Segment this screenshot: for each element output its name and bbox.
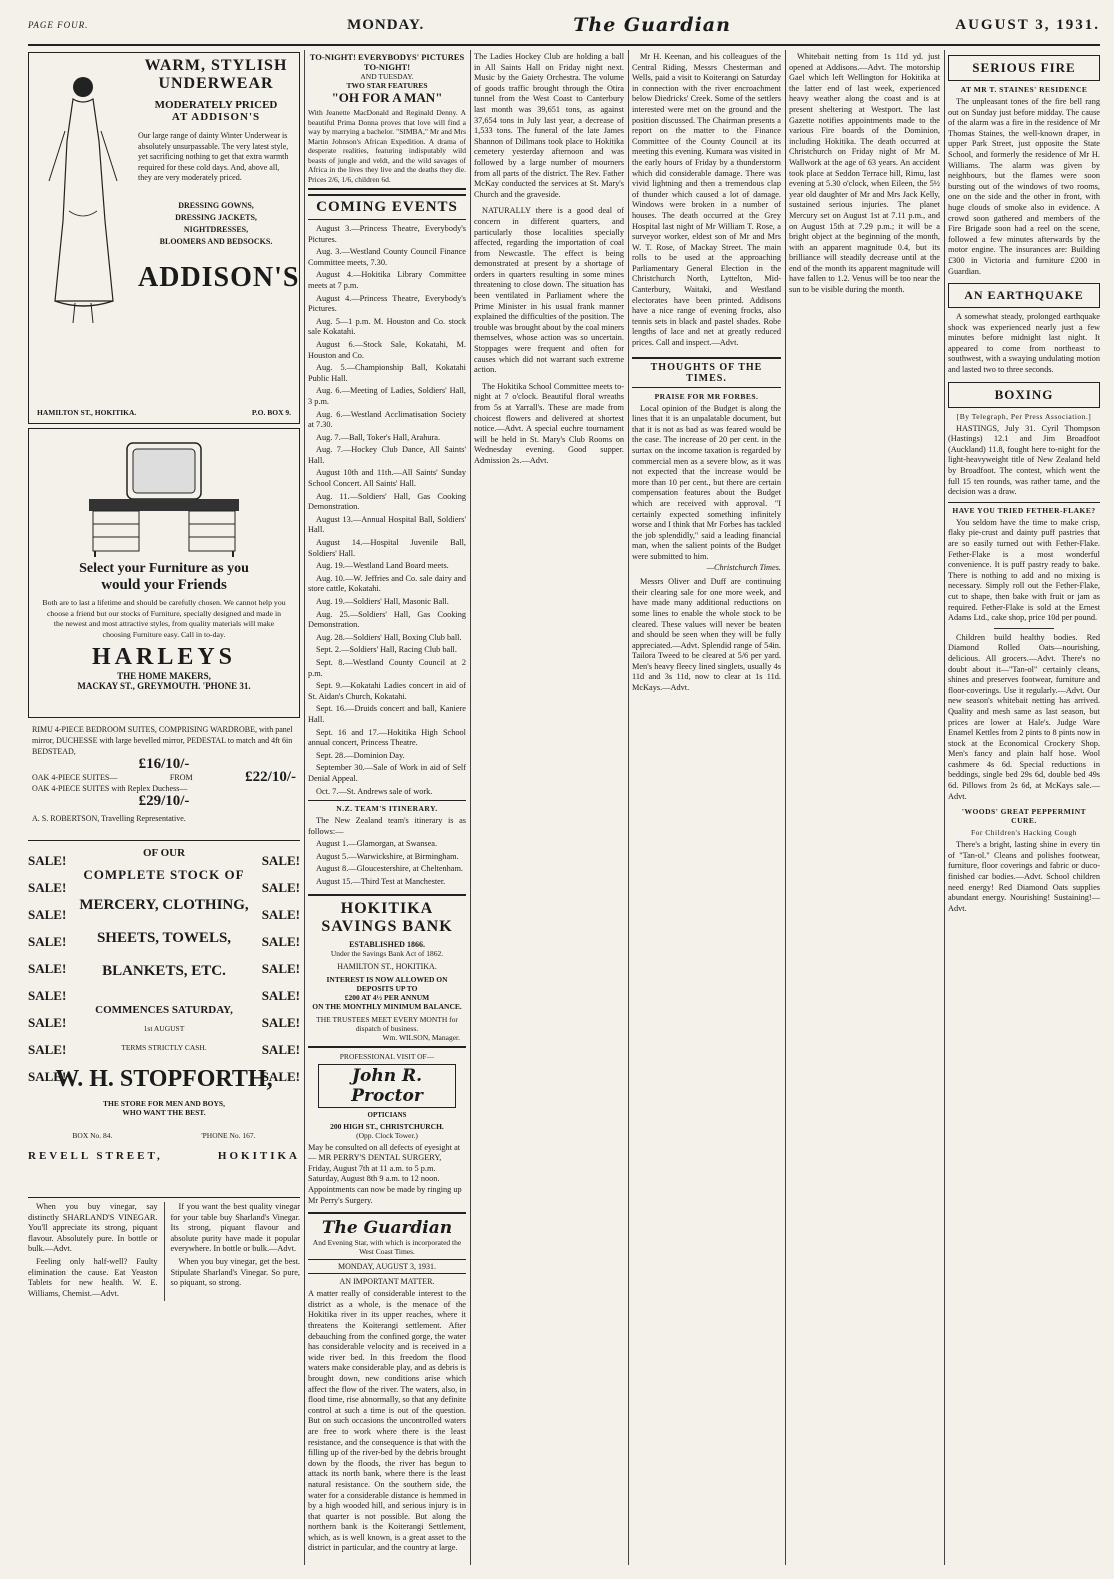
column-news-4: [632, 52, 781, 1565]
masthead: [28, 6, 1100, 46]
stopforth-advert: [28, 847, 300, 1193]
bank-act: Under the Savings Bank Act of 1862.: [330, 948, 444, 958]
masthead-date: AUGUST 3, 1931.: [955, 16, 1100, 33]
divider: [28, 840, 300, 841]
woods-subheading: For Children's Hacking Cough: [971, 828, 1077, 838]
divider: [994, 628, 1055, 629]
sale-word: SALE!: [28, 1069, 67, 1084]
list-item: August 15.—Third Test at Manchester.: [316, 877, 446, 887]
list-item: August 8.—Gloucestershire, at Cheltenham.: [316, 864, 464, 874]
sale-word: SALE!: [28, 961, 67, 976]
sale-word: SALE!: [261, 853, 300, 868]
pictures-day: AND TUESDAY.: [360, 72, 414, 81]
addisons-body: Our large range of dainty Winter Underwear is absolutely unsurpassable. The very latest style, yet sacrificing nothing to get that extra warmth required for these cold days. And, above all, they are very moderately priced.: [138, 131, 289, 183]
sale-word: SALE!: [261, 907, 300, 922]
news-column-4-body: Mr H. Keenan, and his colleagues of the Central Riding, Messrs Chesterman and Wells, paid a visit to Koiterangi on Saturday in connection with the river encroachment below Diedricks' Creek. Some of the settlers interested were met on the ground and the position discussed. The Chairman presents a report on the matter to the Finance Committee of the County Council at its meeting this evening. Kumara was visited in the early hours of Friday by a thunderstorm which did considerable damage. There was vivid lightning and then a tremendous clap of thunder which caused a lot of damage. Windows were broken in a number of houses. The death occurred at the Grey Hospital last night of Mr William T. Rose, a surveyor worker, eldest son of Mr and Mrs W. T. Rose, of Mackay Street. The main rolls to be used at the approaching Parliamentary General Election in the Christchurch North, Lyttelton, Mid-Canterbury, Waitaki, and Westland electorates have been printed. Addisons have a nice range of evening frocks, also tennis sets in black and pastel shades. Robe lengths of lace and net at greatly reduced prices. Call and inspect.—Advt.: [632, 52, 781, 348]
pictures-advert: [308, 52, 466, 190]
dressing-table-illustration: [59, 437, 269, 557]
serious-fire-subheading: AT MR T. STAINES' RESIDENCE: [960, 85, 1088, 94]
pictures-headline: TO-NIGHT! EVERYBODYS' PICTURES TO-NIGHT!: [309, 52, 465, 72]
editorial-title: AN IMPORTANT MATTER.: [339, 1277, 435, 1287]
oak-suite-1: OAK 4-PIECE SUITES—: [32, 773, 118, 782]
sale-word: SALE!: [28, 1015, 67, 1030]
robertson-advert: [28, 722, 300, 826]
list-item: Aug. 10.—W. Jeffries and Co. sale dairy and store cattle, Kokatahi.: [308, 573, 466, 594]
list-item: Aug. 5—1 p.m. M. Houston and Co. stock sale Kokatahi.: [308, 316, 466, 337]
sale-word: SALE!: [28, 934, 67, 949]
addisons-items: [138, 200, 294, 248]
proctor-heading: PROFESSIONAL VISIT OF—: [339, 1051, 435, 1061]
coming-events-list: [308, 224, 466, 797]
coming-events-heading: COMING EVENTS: [308, 194, 466, 220]
list-item: August 4.—Princess Theatre, Everybody's Pictures.: [308, 293, 466, 314]
list-item: August 4.—Hokitika Library Committee meets at 7 p.m.: [308, 270, 466, 290]
harleys-headline-2: would your Friends: [101, 577, 227, 593]
news-column-3-bottom: The Hokitika School Committee meets to-night at 7 o'clock. Beautiful floral wreaths from 5s at Yarrall's. These are made from choicest flowers and delivered at shortest notice.—Advt. A special euchre tournament will be held in St. Mary's Club Rooms on Wednesday evening. Good supper. Admission 2s.—Advt.: [474, 381, 624, 465]
list-item: Aug. 11.—Soldiers' Hall, Gas Cooking Demonstration.: [308, 491, 466, 512]
sale-word: SALE!: [28, 988, 67, 1003]
sale-word: SALE!: [261, 961, 300, 976]
robertson-rep: A. S. ROBERTSON, Travelling Representative.: [32, 814, 186, 823]
small-advert: When you buy vinegar, get the best. Stipulate Sharland's Vinegar. So pure, so piquant, so strong.: [170, 1256, 300, 1288]
fether-flake-body: You seldom have the time to make crisp, flaky pie-crust and dainty puff pastries that are so easily turned out with Fether-Flake. Fether-Flake is a most wonderful convenience. It is puff pastry ready to bake. There is nothing to add and no mixing is necessary. Simply roll out the Fether-Flake, cut to shape, then bake with fruit or jam as required. Fether-Flake is sold at the Ernest Adams Ltd., cake shop, price 10d per pound.: [948, 517, 1100, 623]
column-rule: [785, 50, 786, 1565]
guardian-name: The Guardian: [321, 1218, 453, 1239]
stopforth-name: W. H. STOPFORTH,: [55, 1066, 273, 1092]
list-item: Sept. 28.—Dominion Day.: [316, 750, 405, 760]
sale-column-left: [28, 847, 70, 1090]
stopforth-line-8: TERMS STRICTLY CASH.: [121, 1043, 207, 1052]
proctor-advert: [308, 1052, 466, 1207]
savings-bank-advert: [308, 894, 466, 1048]
addisons-item: BLOOMERS AND BEDSOCKS.: [159, 236, 273, 246]
harleys-address: MACKAY ST., GREYMOUTH. 'PHONE 31.: [77, 681, 251, 692]
stopforth-town: HOKITIKA: [217, 1150, 300, 1162]
guardian-date: MONDAY, AUGUST 3, 1931.: [308, 1259, 466, 1274]
list-item: August 1.—Glamorgan, at Swansea.: [316, 839, 438, 849]
stopforth-line-2: COMPLETE STOCK OF: [83, 867, 245, 882]
list-item: Aug. 19.—Soldiers' Hall, Masonic Ball.: [316, 597, 449, 606]
proctor-opticians: OPTICIANS: [367, 1110, 407, 1119]
page-number: PAGE FOUR.: [28, 20, 89, 30]
proctor-body: May be consulted on all defects of eyesight at— MR PERRY'S DENTAL SURGERY, Friday, August 7th at 11 a.m. to 5 p.m. Saturday, August 8th 9 a.m. to 12 noon. Appointments can now be made by ringing up Mr Perry's Surgery.: [308, 1142, 462, 1205]
fether-flake-heading: HAVE YOU TRIED FETHER-FLAKE?: [948, 502, 1100, 515]
bank-established: ESTABLISHED 1866.: [349, 939, 425, 949]
list-item: Aug. 28.—Soldiers' Hall, Boxing Club ball.: [316, 632, 462, 642]
column-rule: [304, 50, 305, 1565]
column-events: [308, 52, 466, 1565]
guardian-sub: And Evening Star, with which is incorporated the West Coast Times.: [312, 1238, 462, 1257]
stopforth-tag-1: THE STORE FOR MEN AND BOYS,: [103, 1099, 225, 1108]
oak-price-2: £29/10/-: [138, 793, 190, 809]
guardian-leader: [308, 1212, 466, 1554]
harleys-headline-1: Select your Furniture as you: [79, 561, 249, 576]
small-advert: When you buy vinegar, say distinctly SHARLAND'S VINEGAR. You'll appreciate its strong, piquant flavour. Absolutely pure. In bottle or bulk.—Advt.: [28, 1202, 158, 1254]
editorial-body: A matter really of considerable interest to the district as a whole, is the menace of the Hokitika river in its upper reaches, where it threatens the Koiterangi settlement. After debauching from the confined gorge, the water has considerable velocity and is received in a wide river bed. In this freedom the flood waters make considerable play, and as debris is brought down, new conditions arise which affect the flow of the river. The waters, also, in flood time, rise abnormally, so that any definite control at such a time is out of the question. But on such occasions the uncontrolled waters are free to work where there is the least resistance, and the consequence is that with the filling up of the river-bed by the debris brought down by the floods, the river has begun to attack its north bank, where there is the least natural resistance. On the southern side, the water for a considerable distance is hemmed in by a high wooded hill, and serious injury is in that quarter is not possible. But along the northern bank is the Koiterangi Settlement, which, as is well known, is a great asset to the district in particular, and the country at large.: [308, 1289, 466, 1553]
addisons-item: NIGHTDRESSES,: [183, 224, 249, 234]
list-item: August 13.—Annual Hospital Ball, Soldiers' Hall.: [308, 514, 466, 535]
list-item: Aug. 5.—Championship Ball, Kokatahi Public Hall.: [308, 363, 466, 383]
list-item: August 3.—Princess Theatre, Everybody's Pictures.: [308, 224, 466, 244]
news-column-4-tail: Messrs Oliver and Duff are continuing their clearing sale for one more week, and have made many additional reductions on some lines to enable the whole stock to be cleared. These values will never be beaten and should be seen when they will be fully appreciated.—Advt. Splendid range of 54in. Tailora Tweed to be cleared at 5/6 per yard. Men's heavy fleecy lined singlets, usually 4s 11d and 3s 11d, now to clear at 1s 11d. McKays.—Advt.: [632, 577, 781, 693]
sale-word: SALE!: [28, 907, 67, 922]
column-news-6: [948, 52, 1100, 1565]
list-item: Aug. 25.—Soldiers' Hall, Gas Cooking Demonstration.: [308, 609, 466, 630]
column-news-5: [789, 52, 940, 1565]
sale-word: SALE!: [261, 880, 300, 895]
addisons-item: DRESSING GOWNS,: [178, 200, 254, 210]
sale-word: SALE!: [261, 1042, 300, 1057]
oak-suite-2: OAK 4-PIECE SUITES with Replex Duchess—: [32, 784, 188, 793]
list-item: The New Zealand team's itinerary is as follows:—: [308, 816, 466, 836]
small-advert: If you want the best quality vinegar for your table buy Sharland's Vinegar. Its strong, piquant flavour and absolute purity have made it popular everywhere. In bottle or bulk.—Advt.: [170, 1202, 300, 1254]
sale-word: SALE!: [261, 1015, 300, 1030]
addisons-address: HAMILTON ST., HOKITIKA.: [37, 408, 137, 417]
sale-word: SALE!: [28, 853, 67, 868]
harleys-name: HARLEYS: [91, 644, 237, 671]
oak-price-1: £22/10/-: [245, 769, 296, 785]
addisons-advert: [28, 52, 300, 424]
small-adverts-right: [171, 1202, 301, 1301]
column-news-3: [474, 52, 624, 1565]
divider: [28, 1197, 300, 1198]
team-itinerary-heading: N.Z. TEAM'S ITINERARY.: [308, 800, 466, 813]
serious-fire-body: The unpleasant tones of the fire bell rang out on Sunday just before midday. The cause of the alarm was a fire in the residence of Mr Thomas Staines, the well-known draper, in upper Park Street, just opposite the State School, and formerly the residence of Mr H. Williams. The alarm was given by neighbours, but the flames were soon bursting out of the windows of two rooms, one on the side and the other in front, with huge clouds of smoke also in evidence. A crowd soon gathered and members of the Fire Brigade soon had a reel on the scene, followed a few minutes afterwards by the motor engine. The insurances are: Building £300 in Victoria and furniture £200 in Guardian.: [948, 97, 1100, 276]
bank-trustees: THE TRUSTEES MEET EVERY MONTH for dispatch of business.: [316, 1014, 458, 1033]
harleys-body: Both are to last a lifetime and should be carefully chosen. We cannot help you choose a friend but our stocks of Furniture, specially designed and made in the newest and most attractive styles, from quality materials will make choosing Furniture easy. Call in to-day.: [42, 598, 286, 639]
harleys-advert: [28, 428, 300, 718]
bank-interest-2: £200 AT 4½ PER ANNUM: [344, 992, 430, 1002]
list-item: Sept. 9.—Kokatahi Ladies concert in aid of St. Aidan's Church, Kokatahi.: [308, 681, 466, 701]
column-rule: [470, 50, 471, 1565]
sale-column-right: [258, 847, 300, 1090]
pictures-body: With Jeanette MacDonald and Reginald Denny. A beautiful Prima Donna proves that love will find a way by marrying a bachelor. "SIMBA," Mr and Mrs Martin Johnson's African Expedition. A drama of desperate realities, featuring indisputably wild beasts of jungle and veldt, and the wild savages of Africa in the lives they live and the deaths they die. Prices 2/6, 1/6, children 6d.: [308, 108, 466, 184]
stopforth-line-4: SHEETS, TOWELS,: [96, 930, 232, 946]
list-item: September 30.—Sale of Work in aid of Self Denial Appeal.: [308, 763, 466, 783]
sale-word: SALE!: [28, 880, 67, 895]
thoughts-credit: —Christchurch Times.: [706, 562, 781, 572]
pictures-features: TWO STAR FEATURES: [346, 81, 428, 90]
small-adverts-left: [28, 1202, 158, 1301]
newspaper-title: The Guardian: [573, 14, 731, 36]
woods-body: There's a bright, lasting shine in every tin of "Tan-ol." Cleans and polishes footwear, furniture, floor coverings and fabric or duco-finished car bodies.—Advt. School children need energy! Red Diamond Oats supplies abundant energy. Nourishing! Sustaining!—Advt.: [948, 840, 1100, 913]
lady-illustration: [35, 71, 125, 331]
team-itinerary-list: [308, 816, 466, 888]
stopforth-street: REVELL STREET,: [28, 1150, 163, 1162]
boxing-body: HASTINGS, July 31. Cyril Thompson (Hastings) 12.1 and Jim Broadfoot (Auckland) 11.8, fought here to-night for the light-heavyweight title of New Zealand held by Broadfoot. The contest, which went the full 15 ten rounds, was rather tame, and the decision was a draw.: [948, 423, 1100, 497]
list-item: Aug. 19.—Westland Land Board meets.: [316, 561, 449, 571]
praise-heading: PRAISE FOR MR FORBES.: [654, 391, 759, 401]
list-item: August 5.—Warwickshire, at Birmingham.: [316, 851, 459, 861]
list-item: Aug. 6.—Meeting of Ladies, Soldiers' Hall, 3 p.m.: [308, 386, 466, 406]
sale-word: SALE!: [261, 1069, 300, 1084]
addisons-headline-2: UNDERWEAR: [158, 75, 274, 92]
bank-interest-3: ON THE MONTHLY MINIMUM BALANCE.: [312, 1001, 462, 1011]
list-item: August 6.—Stock Sale, Kokatahi, M. Houston and Co.: [308, 339, 466, 360]
bank-interest-1: INTEREST IS NOW ALLOWED ON DEPOSITS UP TO: [326, 974, 448, 993]
earthquake-heading: AN EARTHQUAKE: [948, 283, 1100, 308]
list-item: Sept. 16 and 17.—Hokitika High School annual concert, Princess Theatre.: [308, 727, 466, 748]
list-item: Aug. 7.—Ball, Toker's Hall, Arahura.: [316, 432, 441, 442]
masthead-day: MONDAY.: [347, 16, 425, 33]
boxing-heading: BOXING: [948, 382, 1100, 408]
oak-from: FROM: [169, 773, 193, 782]
coal-article: NATURALLY there is a good deal of concern in different quarters, and particularly those localities specially affected, regarding the importation of coal from Newcastle. The effect is being demonstrated at present by a shortage of orders in quarters resulting in some mines threatening to close down. The situation has been ventilated in Parliament where the Prime Minister in his usual frank manner explained the difficulties of the position. The trouble was brought about by the coal miners themselves, whose action was so uncertain. Stoppages were frequent and often for causes which did not warrant such extreme action.: [474, 206, 624, 375]
list-item: August 10th and 11th.—All Saints' Sunday School Concert. All Saints' Hall.: [308, 468, 466, 489]
bank-manager: Wm. WILSON, Manager.: [382, 1032, 460, 1042]
pictures-film: "OH FOR A MAN": [331, 90, 443, 105]
harleys-sub: THE HOME MAKERS,: [117, 671, 211, 682]
addisons-box: P.O. BOX 9.: [251, 408, 291, 417]
list-item: Sept. 2.—Soldiers' Hall, Racing Club ball.: [316, 645, 457, 655]
boxing-telegraph: [By Telegraph, Per Press Association.]: [956, 411, 1092, 421]
addisons-item: DRESSING JACKETS,: [175, 212, 257, 222]
bank-name-1: HOKITIKA: [340, 899, 434, 917]
stopforth-tag-2: WHO WANT THE BEST.: [122, 1108, 206, 1117]
small-advert: Feeling only half-well? Faulty elimination the cause. Eat Yeaston Tablets for new health. W. E. Williams, Chemist.—Advt.: [28, 1256, 158, 1298]
stopforth-line-6: COMMENCES SATURDAY,: [95, 1004, 233, 1016]
list-item: August 14.—Hospital Juvenile Ball, Soldiers' Hall.: [308, 538, 466, 558]
list-item: Aug. 7.—Hockey Club Dance, All Saints' Hall.: [308, 445, 466, 465]
proctor-name: John R. Proctor: [318, 1064, 456, 1108]
rimu-suite: RIMU 4-PIECE BEDROOM SUITES, COMPRISING WARDROBE, with panel mirror, DUCHESSE with large bevelled mirror, PEDESTAL to match and 4ft 6in BEDSTEAD,: [32, 725, 293, 756]
stopforth-line-5: BLANKETS, ETC.: [102, 963, 226, 979]
thoughts-body: Local opinion of the Budget is along the lines that it is an unpalatable document, but that it is not as bad as was feared would be the case. The increase of 20 per cent. in the surtax on the income taxation is regarded by commercial men as a severe blow, as it was not expected that the increase would be more than 10 per cent., but there are certain compensation features about the Budget which are received with approval. "I certainly expected something infinitely worse and I think that Mr Forbes has tackled the job splendidly," said a leading financial man, when the salient points of the Budget were submitted to him.: [632, 403, 781, 561]
stopforth-phone: 'PHONE No. 167.: [201, 1131, 256, 1140]
addisons-name: ADDISON'S: [138, 261, 300, 293]
stopforth-line-3: MERCERY, CLOTHING,: [79, 897, 249, 913]
list-item: Sept. 8.—Westland County Council at 2 p.m.: [308, 657, 466, 678]
sale-word: SALE!: [261, 988, 300, 1003]
addisons-headline-3: MODERATELY PRICED: [154, 99, 278, 111]
column-rule: [628, 50, 629, 1565]
thoughts-heading: THOUGHTS OF THE TIMES.: [632, 357, 781, 388]
proctor-address-2: (Opp. Clock Tower.): [356, 1130, 418, 1140]
earthquake-body: A somewhat steady, prolonged earthquake shock was experienced nearly just a few minutes before midnight last night. It appeared to come from northeast to southwest, with a swaying undulating motion and lasted two to three seconds.: [948, 312, 1100, 375]
list-item: Aug. 6.—Westland Acclimatisation Society at 7.30.: [308, 409, 466, 430]
column-rule: [944, 50, 945, 1565]
sale-word: SALE!: [28, 1042, 67, 1057]
stopforth-line-7: 1st AUGUST: [143, 1024, 185, 1033]
bank-address: HAMILTON ST., HOKITIKA.: [337, 961, 437, 971]
serious-fire-heading: SERIOUS FIRE: [948, 55, 1100, 81]
news-column-3-top: The Ladies Hockey Club are holding a ball in All Saints Hall on Friday night next. Music by the Gaiety Orchestra. The volume of goods traffic brought through the Otira tunnel from the West Coast to Canterbury last month was 39,651 tons, as against 37,654 tons in July last year, a decrease of 1,533 tons. The funeral of the late James Shannon of Dillmans took place to Hokitika cemetery yesterday afternoon and was followed by a large number of mourners from all parts of the district. The Rev. Father McKay conducted the services at St. Mary's Church and the graveside.: [474, 52, 624, 199]
stopforth-line-1: OF OUR: [142, 847, 186, 859]
list-item: Oct. 7.—St. Andrews sale of work.: [316, 786, 433, 796]
news-column-5-body: Whitebait netting from 1s 11d yd. just opened at Addisons.—Advt. The motorship Gael which left Wellington for Hokitika at the latter end of last week, experienced heavy weather along the coast and is at present sheltering at Westport. The last Gazette notifies appointments made to the various Fire boards of the Dominion, including Hokitika. The death occurred at Christchurch on Friday night of Mr M. Wallwork at the age of 63 years. An accident took place at Seddon Terrace hill, Rimu, last evening at 5.30 o'clock, when Eileen, the 5½ year old daughter of Mr and Mrs Jack Kelly, sustained serious injuries. The planet Mercury set on August 1st at 7.11 p.m., and on August 15th at 7.29 p.m.; it will be a bright object at the beginning of the month, with an apparent magnitude 0.4, but its brilliance will steadily decrease until at the end of the month its apparent magnitude will have fallen to 1.2. Venus will be too near the sun to be visible during the month.: [789, 52, 940, 295]
woods-heading: 'WOODS' GREAT PEPPERMINT CURE.: [961, 807, 1087, 826]
stopforth-box: BOX No. 84.: [72, 1131, 113, 1140]
addisons-headline-4: AT ADDISON'S: [171, 111, 261, 123]
list-item: Sept. 16.—Druids concert and ball, Kaniere Hall.: [308, 704, 466, 724]
rimu-price: £16/10/-: [138, 756, 190, 772]
column-ads: [28, 52, 300, 1565]
addisons-headline-1: WARM, STYLISH: [144, 57, 288, 74]
sale-word: SALE!: [261, 934, 300, 949]
bank-name-2: SAVINGS BANK: [321, 917, 453, 935]
proctor-address-1: 200 HIGH ST., CHRISTCHURCH.: [330, 1121, 444, 1131]
small-adverts-column-6: Children build healthy bodies. Red Diamond Rolled Oats—nourishing, delicious. All grocers.—Advt. There's no doubt about it—"Tan-ol" certainly cleans, shines and preserves footwear, furniture and floor-coverings. Use it regularly.—Advt. Our new season's whitebait netting has arrived. Quality and mesh same as last season, but prices are lower at Hale's. Judge Ware Enamel Kettles from 2 pints to 8 pints now in stock at the Economical Crockery Shop. Men's fancy and plain half hose. Wool cashmere 4s 6d. Special reductions in beddings, single bed 29s 6d, double bed 49s 6d. Pillows from 2s 6d, at McKays sale.—Advt.: [948, 632, 1100, 801]
list-item: Aug. 3.—Westland County Council Finance Committee meets, 7.30.: [308, 247, 466, 267]
